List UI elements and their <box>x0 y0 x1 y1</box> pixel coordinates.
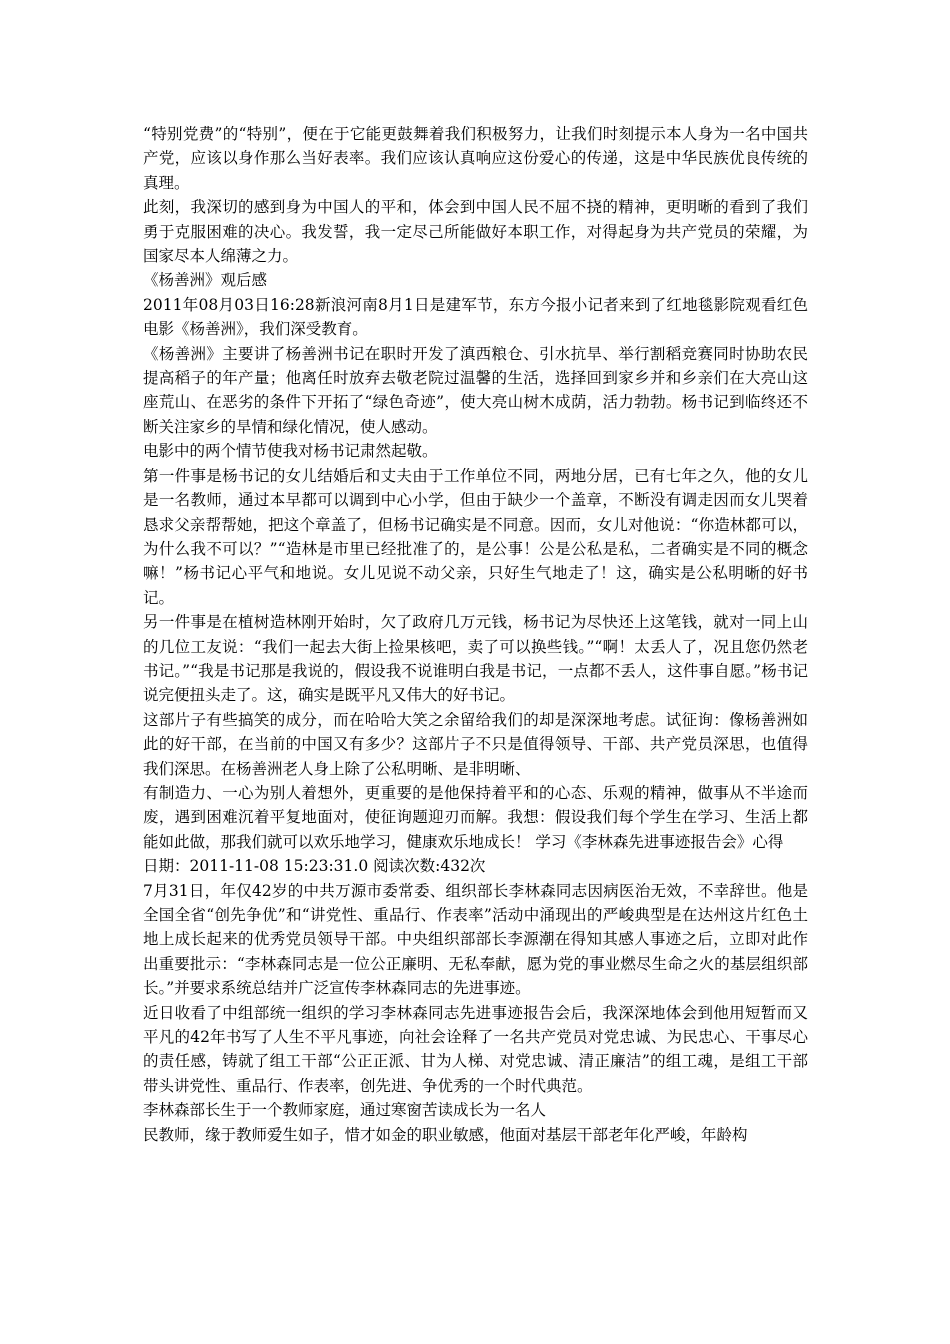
paragraph-first-story: 第一件事是杨书记的女儿结婚后和丈夫由于工作单位不同，两地分居，已有七年之久，他的女儿是一名教师，通过本早都可以调到中心小学，但由于缺少一个盖章，不断没有调走因而女儿哭着恳求父亲帮帮她，把这个章盖了，但杨书记确实是不同意。因而，女儿对他说：“你造林都可以，为什么我不可以？”“造林是市里已经批准了的，是公事！公是公私是私，二者确实是不同的概念嘛！”杨书记心平气和地说。女儿见说不动父亲，只好生气地走了！这，确实是公私明晰的好书记。 <box>143 466 808 607</box>
paragraph-report-meeting: 近日收看了中组部统一组织的学习李林森同志先进事迹报告会后，我深深地体会到他用短暂而又平凡的42年书写了人生不平凡事迹，向社会诠释了一名共产党员对党忠诚、为民忠心、干事尽心的责任感，铸就了组工干部“公正正派、甘为人梯、对党忠诚、清正廉洁”的组工魂，是组工干部带头讲党性、重品行、作表率，创先进、争优秀的一个时代典范。 <box>143 1003 808 1095</box>
paragraph-teacher-family: 李林森部长生于一个教师家庭，通过寒窗苦读成长为一名人 <box>143 1101 547 1120</box>
section-title-yang-shanzhou: 《杨善洲》观后感 <box>143 271 268 290</box>
paragraph-teacher-continued: 民教师，缘于教师爱生如子，惜才如金的职业敏感，他面对基层干部老年化严峻，年龄构 <box>143 1125 748 1144</box>
paragraph-li-linsen-intro: 7月31日，年仅42岁的中共万源市委常委、组织部长李林森同志因病医治无效，不幸辞世。他是全国全省“创先争优”和“讲党性、重品行、作表率”活动中涌现出的严峻典型是在达州这片红色土地上成长起来的优秀党员领导干部。中央组织部部长李源潮在得知其感人事迹之后，立即对此作出重要批示：“李林森同志是一位公正廉明、无私奉献，愿为党的事业燃尽生命之火的基层组织部长。”并要求系统总结并广泛宣传李林森同志的先进事迹。 <box>143 881 808 998</box>
paragraph-two-plots: 电影中的两个情节使我对杨书记肃然起敬。 <box>143 442 438 461</box>
paragraph-film-summary: 《杨善洲》主要讲了杨善洲书记在职时开发了滇西粮仓、引水抗旱、举行割稻竞赛同时协助农民提高稻子的年产量；他离任时放弃去敬老院过温馨的生活，选择回到家乡并和乡亲们在大亮山这座荒山、在恶劣的条件下开拓了“绿色奇迹”，使大亮山树木成荫，活力勃勃。杨书记到临终还不断关注家乡的旱情和绿化情况，使人感动。 <box>143 344 808 436</box>
paragraph-special-party-fee: “特别党费”的“特别”，便在于它能更鼓舞着我们积极努力，让我们时刻提示本人身为一名中国共产党，应该以身作那么当好表率。我们应该认真响应这份爱心的传递，这是中华民族优良传统的真理。 <box>143 125 808 192</box>
paragraph-second-story: 另一件事是在植树造林刚开始时，欠了政府几万元钱，杨书记为尽快还上这笔钱，就对一同上山的几位工友说：“我们一起去大街上捡果核吧，卖了可以换些钱。”“啊！太丢人了，况且您仍然老书记。”“我是书记那是我说的，假设我不说谁明白我是书记，一点都不丢人，这件事自愿。”杨书记说完便扭头走了。这，确实是既平凡又伟大的好书记。 <box>143 613 808 705</box>
paragraph-determination: 此刻，我深切的感到身为中国人的平和，体会到中国人民不屈不挠的精神，更明晰的看到了我们勇于克服困难的决心。我发誓，我一定尽己所能做好本职工作，对得起身为共产党员的荣耀，为国家尽本人绵薄之力。 <box>143 198 808 266</box>
paragraph-reflection-continued: 有制造力、一心为别人着想外，更重要的是他保持着平和的心态、乐观的精神，做事从不半途而废，遇到困难沉着平复地面对，使征询题迎刃而解。我想：假设我们每个学生在学习、生活上都能如此做，那我们就可以欢乐地学习，健康欢乐地成长！ 学习《李林森先进事迹报告会》心得 <box>143 783 808 851</box>
paragraph-dateline: 2011年08月03日16:28新浪河南8月1日是建军节，东方今报小记者来到了红地毯影院观看红色电影《杨善洲》，我们深受教育。 <box>143 295 808 339</box>
paragraph-date-views: 日期：2011-11-08 15:23:31.0 阅读次数:432次 <box>143 857 486 876</box>
paragraph-reflection: 这部片子有些搞笑的成分，而在哈哈大笑之余留给我们的却是深深地考虑。试征询：像杨善洲如此的好干部，在当前的中国又有多少？这部片子不只是值得领导、干部、共产党员深思，也值得我们深思。在杨善洲老人身上除了公私明晰、是非明晰、 <box>143 710 808 778</box>
document-body <box>143 122 808 1147</box>
